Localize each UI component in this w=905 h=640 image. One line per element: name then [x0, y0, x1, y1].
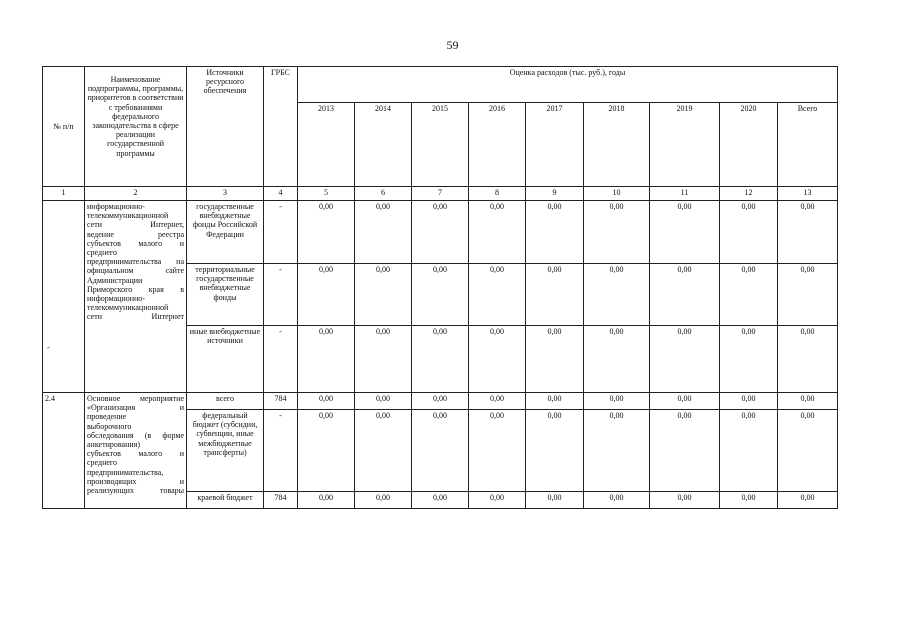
- page-number: 59: [446, 38, 459, 52]
- row-a-grbs-3: -: [264, 326, 298, 393]
- column-number: 5: [298, 187, 355, 201]
- header-grbs: ГРБС: [264, 67, 298, 187]
- name-line: ведение реестра: [87, 229, 184, 239]
- value-cell: 0,00: [778, 201, 838, 264]
- row-a-source-2: территориальные государственные внебюджетные фонды: [187, 264, 264, 326]
- row-b-grbs-2: -: [264, 410, 298, 492]
- value-cell: 0,00: [412, 326, 469, 393]
- value-cell: 0,00: [584, 410, 650, 492]
- name-line: Приморского края в: [87, 284, 184, 294]
- column-number: 6: [355, 187, 412, 201]
- value-cell: 0,00: [778, 264, 838, 326]
- value-cell: 0,00: [469, 264, 526, 326]
- name-line: официальном сайте: [87, 266, 184, 276]
- row-b-source-2: федеральный бюджет (субсидии, субвенции, иные межбюджетные трансферты): [187, 410, 264, 492]
- value-cell: 0,00: [469, 393, 526, 410]
- row-b-source-3: краевой бюджет: [187, 492, 264, 509]
- row-a-mark: -: [47, 343, 50, 352]
- year-header: 2018: [584, 103, 650, 187]
- value-cell: 0,00: [298, 264, 355, 326]
- value-cell: 0,00: [526, 492, 584, 509]
- value-cell: 0,00: [650, 410, 720, 492]
- value-cell: 0,00: [778, 326, 838, 393]
- value-cell: 0,00: [469, 201, 526, 264]
- column-number: 1: [43, 187, 85, 201]
- value-cell: 0,00: [355, 393, 412, 410]
- value-cell: 0,00: [584, 393, 650, 410]
- value-cell: 0,00: [526, 326, 584, 393]
- value-cell: 0,00: [412, 264, 469, 326]
- value-cell: 0,00: [355, 492, 412, 509]
- value-cell: 0,00: [412, 201, 469, 264]
- value-cell: 0,00: [412, 492, 469, 509]
- budget-table: [42, 66, 838, 509]
- name-line: сети Интернет,: [87, 220, 184, 230]
- name-line: предпринимательства на: [87, 257, 184, 267]
- year-header: 2019: [650, 103, 720, 187]
- name-line: анкетирования): [87, 439, 140, 449]
- column-number: 12: [720, 187, 778, 201]
- name-line: Основное мероприятие: [87, 394, 184, 403]
- column-number-row: [43, 187, 838, 201]
- value-cell: 0,00: [298, 492, 355, 509]
- value-cell: 0,00: [720, 410, 778, 492]
- name-line: проведение: [87, 412, 127, 422]
- year-header: 2016: [469, 103, 526, 187]
- value-cell: 0,00: [412, 393, 469, 410]
- value-cell: 0,00: [720, 264, 778, 326]
- column-number: 3: [187, 187, 264, 201]
- year-header: 2017: [526, 103, 584, 187]
- name-line: среднего: [87, 458, 117, 468]
- value-cell: 0,00: [298, 393, 355, 410]
- column-number: 13: [778, 187, 838, 201]
- header-row-top: [43, 67, 838, 103]
- name-line: Администрации: [87, 275, 143, 285]
- year-header: 2013: [298, 103, 355, 187]
- value-cell: 0,00: [720, 492, 778, 509]
- value-cell: 0,00: [720, 201, 778, 264]
- value-cell: 0,00: [584, 264, 650, 326]
- header-name: Наименование подпрограммы, программы, приоритетов в соответствии с требованиями федерального законодательства в сфере реализации государственной программы: [85, 67, 187, 187]
- name-line: обследования (в форме: [87, 430, 184, 440]
- value-cell: 0,00: [469, 326, 526, 393]
- value-cell: 0,00: [298, 326, 355, 393]
- column-number: 9: [526, 187, 584, 201]
- value-cell: 0,00: [355, 326, 412, 393]
- table-row: [43, 393, 838, 410]
- row-a-no: [43, 201, 85, 393]
- year-header: 2020: [720, 103, 778, 187]
- name-line: телекоммуникационной: [87, 303, 169, 313]
- value-cell: 0,00: [526, 201, 584, 264]
- row-a-grbs-2: -: [264, 264, 298, 326]
- name-line: телекоммуникационной: [87, 211, 169, 221]
- row-b-grbs-3: 784: [264, 492, 298, 509]
- name-line: информационно-: [87, 202, 145, 211]
- value-cell: 0,00: [650, 393, 720, 410]
- column-number: 8: [469, 187, 526, 201]
- value-cell: 0,00: [469, 410, 526, 492]
- name-line: субъектов малого и: [87, 449, 184, 459]
- row-b-name: [85, 393, 187, 509]
- value-cell: 0,00: [650, 326, 720, 393]
- value-cell: 0,00: [778, 393, 838, 410]
- year-header: Всего: [778, 103, 838, 187]
- value-cell: 0,00: [355, 410, 412, 492]
- name-line: сети Интернет: [87, 312, 184, 322]
- column-number: 11: [650, 187, 720, 201]
- year-header: 2014: [355, 103, 412, 187]
- value-cell: 0,00: [584, 326, 650, 393]
- value-cell: 0,00: [778, 492, 838, 509]
- row-a-source-1: государственные внебюджетные фонды Российской Федерации: [187, 201, 264, 264]
- year-header: 2015: [412, 103, 469, 187]
- value-cell: 0,00: [355, 201, 412, 264]
- column-number: 4: [264, 187, 298, 201]
- value-cell: 0,00: [526, 410, 584, 492]
- value-cell: 0,00: [720, 326, 778, 393]
- value-cell: 0,00: [650, 201, 720, 264]
- value-cell: 0,00: [469, 492, 526, 509]
- header-no: № п/п: [43, 67, 85, 187]
- name-line: производящих и: [87, 476, 184, 486]
- header-estimate: Оценка расходов (тыс. руб.), годы: [298, 67, 838, 103]
- value-cell: 0,00: [355, 264, 412, 326]
- header-source: Источники ресурсного обеспечения: [187, 67, 264, 187]
- name-line: предпринимательства,: [87, 467, 164, 477]
- value-cell: 0,00: [526, 264, 584, 326]
- column-number: 2: [85, 187, 187, 201]
- value-cell: 0,00: [584, 201, 650, 264]
- name-line: информационно-: [87, 293, 145, 303]
- value-cell: 0,00: [412, 410, 469, 492]
- row-a-source-3: иные внебюджетные источники: [187, 326, 264, 393]
- value-cell: 0,00: [584, 492, 650, 509]
- name-line: выборочного: [87, 421, 132, 431]
- value-cell: 0,00: [650, 492, 720, 509]
- value-cell: 0,00: [778, 410, 838, 492]
- name-line: «Организация и: [87, 403, 184, 413]
- name-line: субъектов малого и: [87, 238, 184, 248]
- row-a-name: [85, 201, 187, 393]
- row-b-no: 2.4: [43, 393, 85, 509]
- row-a-grbs-1: -: [264, 201, 298, 264]
- name-line: среднего: [87, 247, 117, 257]
- value-cell: 0,00: [526, 393, 584, 410]
- row-b-grbs-1: 784: [264, 393, 298, 410]
- table-row: [43, 201, 838, 264]
- value-cell: 0,00: [298, 410, 355, 492]
- row-b-source-1: всего: [187, 393, 264, 410]
- column-number: 7: [412, 187, 469, 201]
- value-cell: 0,00: [720, 393, 778, 410]
- value-cell: 0,00: [298, 201, 355, 264]
- name-line: реализующих товары: [87, 485, 184, 495]
- value-cell: 0,00: [650, 264, 720, 326]
- column-number: 10: [584, 187, 650, 201]
